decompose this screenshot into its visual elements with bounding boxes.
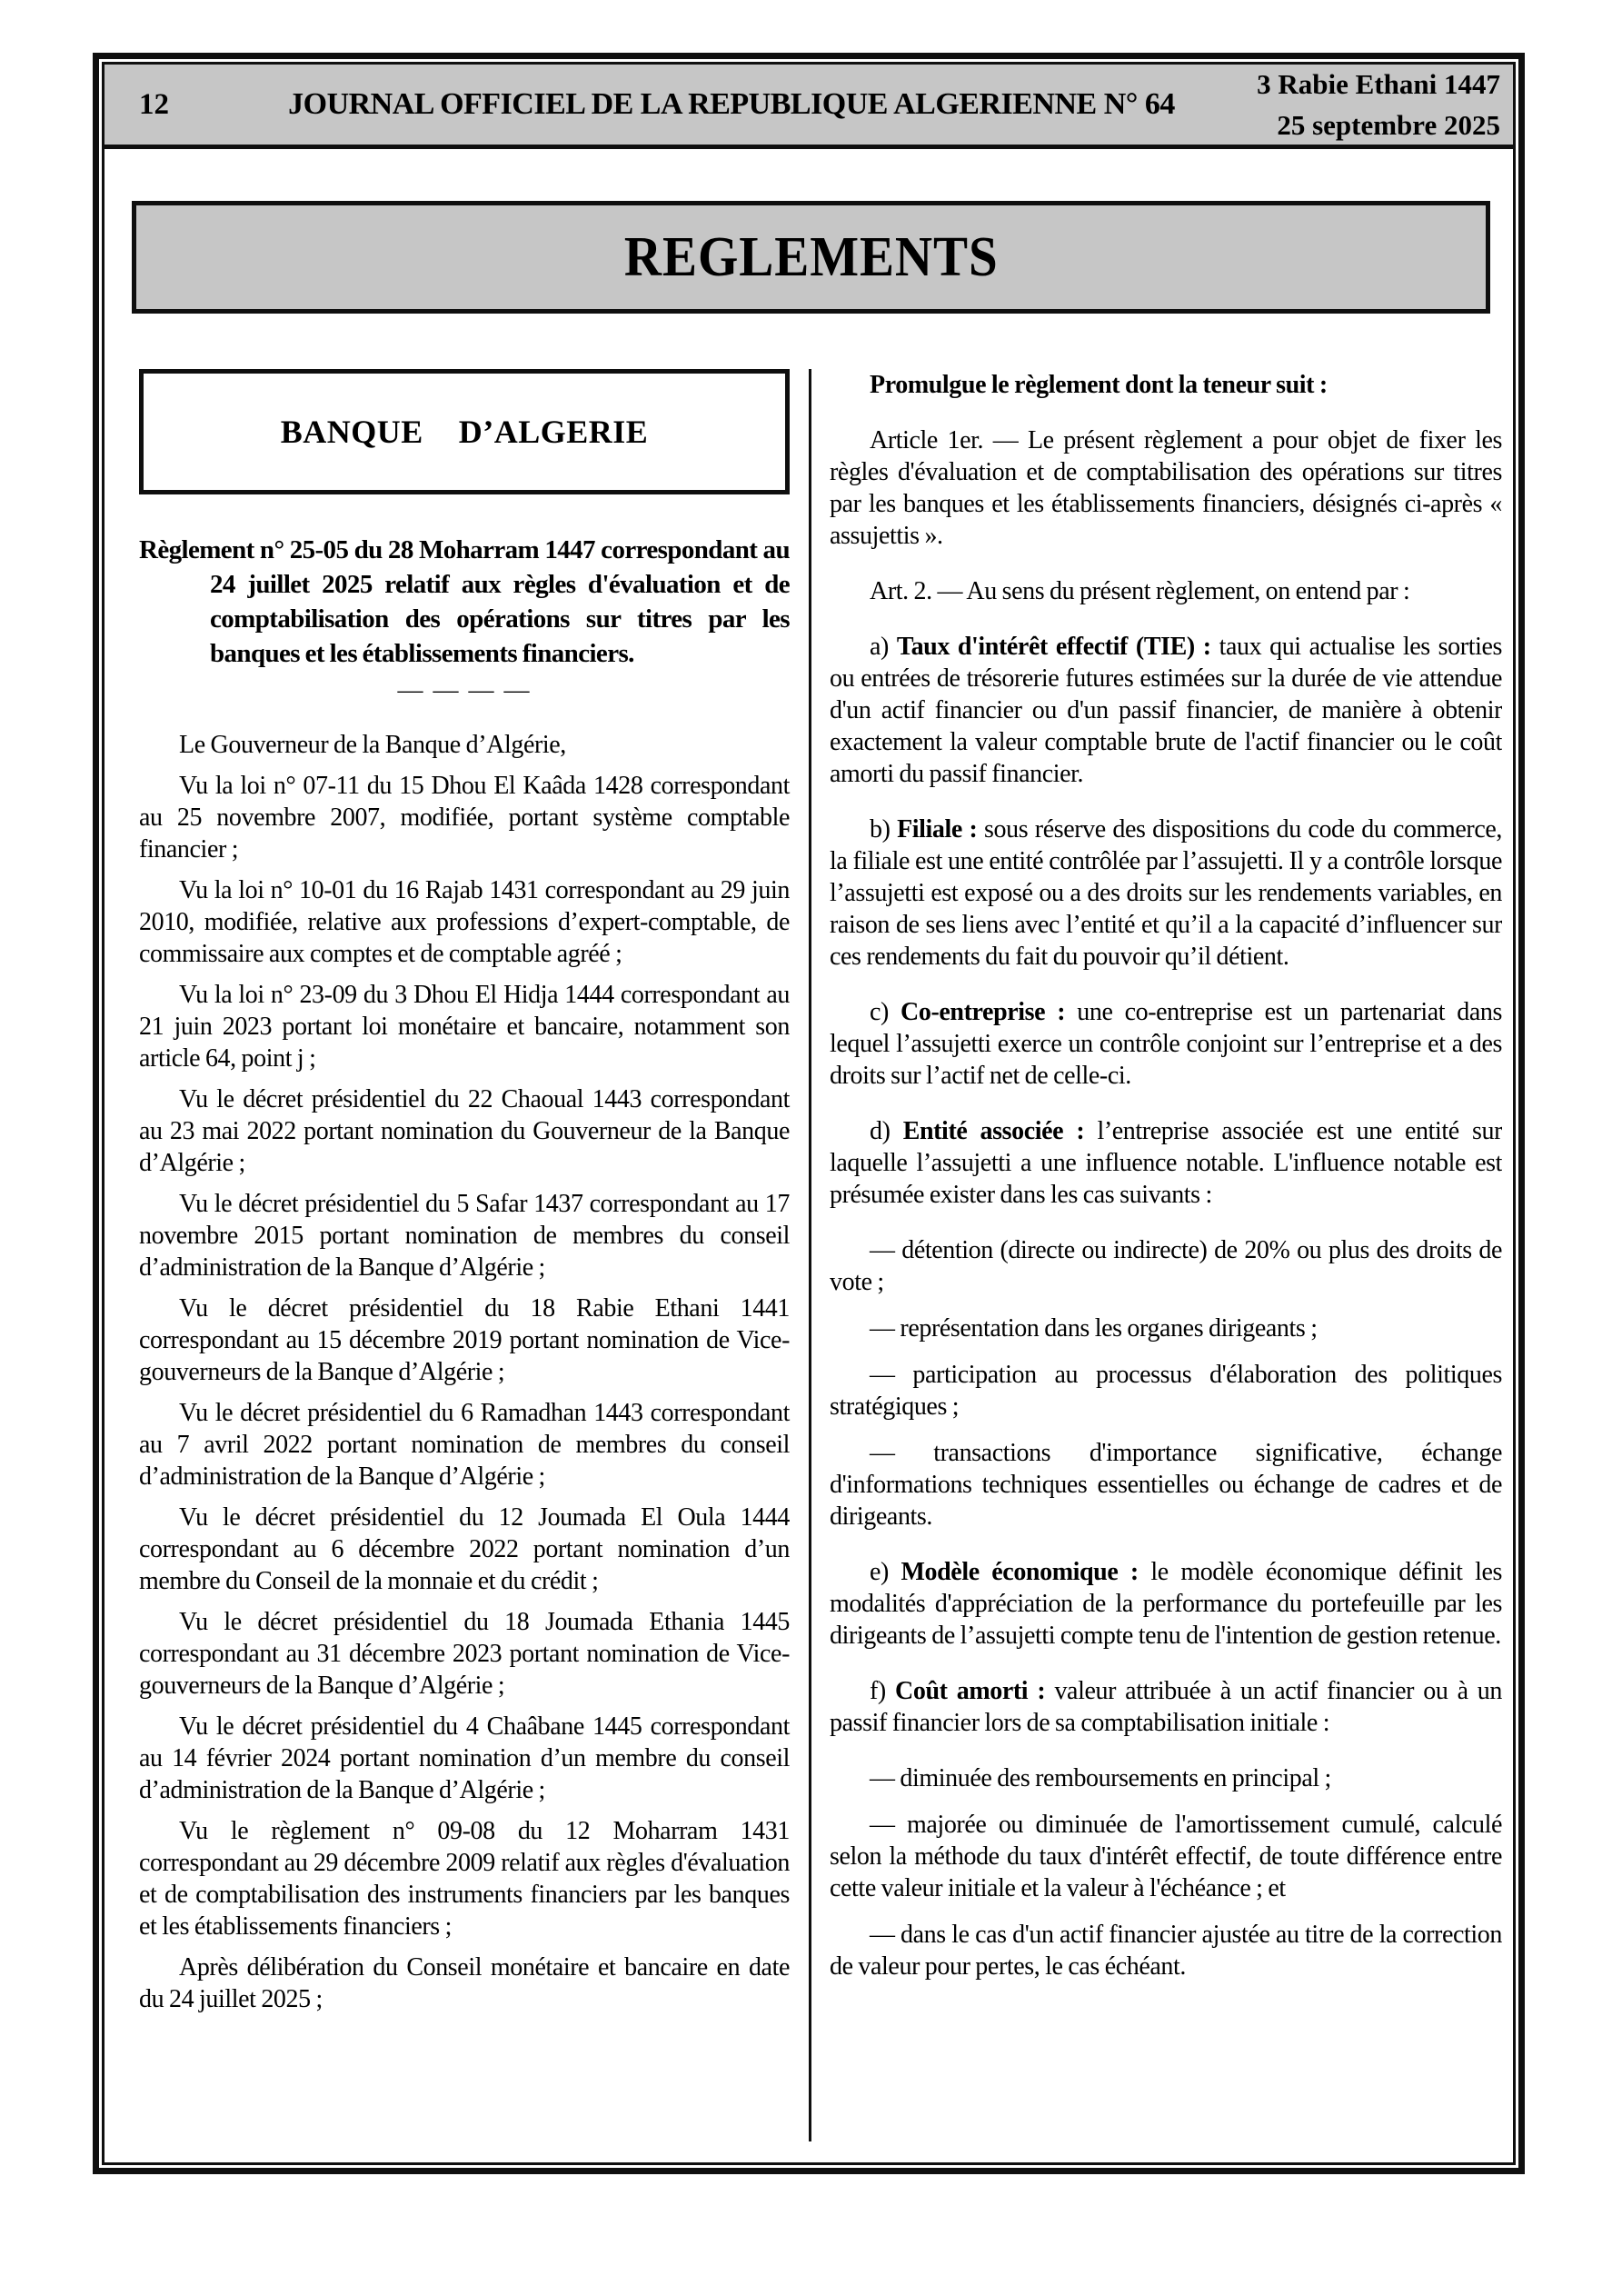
article-2: Art. 2. — Au sens du présent règlement, on entend par : <box>870 577 1410 605</box>
paragraph-vu: Vu la loi n° 10-01 du 16 Rajab 1431 correspondant au 29 juin 2010, modifiée, relative aux professions d’expert-comptable, de commissaire aux comptes et de comptable agréé ; <box>139 876 790 968</box>
paragraph-vu: Vu le décret présidentiel du 5 Safar 1437 correspondant au 17 novembre 2015 portant nomination de membres du conseil d’administration de la Banque d’Algérie ; <box>139 1190 790 1282</box>
page-number: 12 <box>139 87 169 121</box>
definition-term: Co-entreprise : <box>901 998 1078 1026</box>
paragraph-vu: Vu la loi n° 07-11 du 15 Dhou El Kaâda 1428 correspondant au 25 novembre 2007, modifiée, portant système comptable financier ; <box>139 772 790 863</box>
definition-text: sous réserve des dispositions du code du commerce, la filiale est une entité contrôlée par l’assujetti. Il y a contrôle lorsque l’assujetti est exposé ou a des droits sur les rendements variables, en raison de ses liens avec l’entité et qu’il a la capacité d’influencer sur ces rendements du fait du pouvoir qu’il détient. <box>830 815 1502 971</box>
page-frame <box>93 53 1525 2174</box>
definition-prefix: c) <box>870 998 901 1026</box>
paragraph-vu: Vu la loi n° 23-09 du 3 Dhou El Hidja 1444 correspondant au 21 juin 2023 portant loi monétaire et bancaire, notamment son article 64, point j ; <box>139 981 790 1073</box>
definition-term: Filiale : <box>897 815 985 844</box>
page-frame-inner <box>102 62 1516 2165</box>
date-gregorian: 25 septembre 2025 <box>1277 109 1500 141</box>
definition-term: Taux d'intérêt effectif (TIE) : <box>896 633 1219 661</box>
promulgation-line: Promulgue le règlement dont la teneur suit : <box>870 371 1328 399</box>
definition-text: taux qui actualise les sorties ou entrées de trésorerie futures estimées sur la durée de vie attendue d'un actif financier ou d'un passif financier, de manière à obtenir exactement la valeur comptable brute de l'actif financier ou le coût amorti du passif financier. <box>830 633 1502 788</box>
definition-term: Coût amorti : <box>895 1677 1055 1705</box>
definition-prefix: b) <box>870 815 898 844</box>
definition-text: une co-entreprise est un partenariat dans lequel l’assujetti exerce un contrôle conjoint sur l’entreprise et a des droits sur l’actif net de celle-ci. <box>830 998 1502 1090</box>
influence-list-item: — participation au processus d'élaboration des politiques stratégiques ; <box>830 1361 1502 1421</box>
institution-box <box>139 369 790 494</box>
institution-name: BANQUE D’ALGERIE <box>280 414 649 450</box>
issue-date <box>1188 64 1513 145</box>
column-divider <box>809 369 811 2141</box>
definition-e <box>830 1556 1502 1652</box>
paragraph-vu: Vu le décret présidentiel du 6 Ramadhan 1443 correspondant au 7 avril 2022 portant nomination de membres du conseil d’administration de la Banque d’Algérie ; <box>139 1399 790 1491</box>
influence-list-item: — détention (directe ou indirecte) de 20% ou plus des droits de vote ; <box>830 1236 1502 1296</box>
paragraph-vu: Vu le décret présidentiel du 22 Chaoual 1443 correspondant au 23 mai 2022 portant nomination du Gouverneur de la Banque d’Algérie ; <box>139 1085 790 1177</box>
paragraph-vu: Vu le décret présidentiel du 18 Joumada Ethania 1445 correspondant au 31 décembre 2023 portant nomination de Vice-gouverneurs de la Banque d’Algérie ; <box>139 1608 790 1700</box>
definition-text: valeur attribuée à un actif financier ou à un passif financier lors de sa comptabilisation initiale : <box>830 1677 1502 1737</box>
definition-prefix: f) <box>870 1677 896 1705</box>
definition-prefix: a) <box>870 633 897 661</box>
date-hijri: 3 Rabie Ethani 1447 <box>1257 68 1500 100</box>
left-column <box>139 369 790 2141</box>
section-banner-title: REGLEMENTS <box>623 225 999 288</box>
dash-separator: — — — — <box>397 676 532 704</box>
definition-f <box>830 1675 1502 1739</box>
paragraph-vu: Vu le décret présidentiel du 12 Joumada El Oula 1444 correspondant au 6 décembre 2022 portant nomination d’un membre du Conseil de la monnaie et du crédit ; <box>139 1503 790 1595</box>
amortized-cost-list-item: — dans le cas d'un actif financier ajustée au titre de la correction de valeur pour pertes, le cas échéant. <box>830 1921 1502 1981</box>
paragraph-governor: Le Gouverneur de la Banque d’Algérie, <box>179 731 566 759</box>
definition-a <box>830 631 1502 790</box>
journal-title: JOURNAL OFFICIEL DE LA REPUBLIQUE ALGERIENNE N° 64 <box>288 87 1175 121</box>
paragraph-vu: Vu le décret présidentiel du 4 Chaâbane 1445 correspondant au 14 février 2024 portant nomination d’un membre du conseil d’administration de la Banque d’Algérie ; <box>139 1712 790 1804</box>
amortized-cost-list-item: — majorée ou diminuée de l'amortissement cumulé, calculé selon la méthode du taux d'intérêt effectif, de toute différence entre cette valeur initiale et la valeur à l'échéance ; et <box>830 1811 1502 1902</box>
paragraph-deliberation: Après délibération du Conseil monétaire et bancaire en date du 24 juillet 2025 ; <box>139 1953 790 2013</box>
definition-term: Entité associée : <box>902 1117 1098 1145</box>
paragraph-vu: Vu le règlement n° 09-08 du 12 Moharram 1431 correspondant au 29 décembre 2009 relatif aux règles d'évaluation et de comptabilisation des instruments financiers par les banques et les établissements financiers ; <box>139 1817 790 1941</box>
article-1: Article 1er. — Le présent règlement a pour objet de fixer les règles d'évaluation et de comptabilisation des opérations sur titres par les banques et les établissements financiers, désignés ci-après « assujettis ». <box>830 426 1502 550</box>
definition-term: Modèle économique : <box>901 1558 1151 1586</box>
header-band <box>104 65 1513 149</box>
influence-list-item: — transactions d'importance significative, échange d'informations techniques essentielles ou échange de cadres et de dirigeants. <box>830 1439 1502 1531</box>
influence-list-item: — représentation dans les organes dirigeants ; <box>870 1314 1318 1343</box>
amortized-cost-list-item: — diminuée des remboursements en principal ; <box>870 1764 1331 1792</box>
definition-b <box>830 814 1502 973</box>
regulation-title: Règlement n° 25-05 du 28 Moharram 1447 correspondant au 24 juillet 2025 relatif aux règles d'évaluation et de comptabilisation des opérations sur titres par les banques et les établissements financiers. <box>139 535 790 668</box>
text-columns <box>139 369 1502 2141</box>
definition-c <box>830 996 1502 1092</box>
section-banner <box>132 201 1490 314</box>
definition-d <box>830 1115 1502 1211</box>
right-column <box>830 369 1502 2141</box>
paragraph-vu: Vu le décret présidentiel du 18 Rabie Ethani 1441 correspondant au 15 décembre 2019 portant nomination de Vice-gouverneurs de la Banque d’Algérie ; <box>139 1294 790 1386</box>
definition-prefix: d) <box>870 1117 903 1145</box>
definition-text: le modèle économique définit les modalités d'appréciation de la performance du portefeuille par les dirigeants de l’assujetti compte tenu de l'intention de gestion retenue. <box>830 1558 1502 1650</box>
definition-text: l’entreprise associée est une entité sur laquelle l’assujetti a une influence notable. L'influence notable est présumée exister dans les cas suivants : <box>830 1117 1502 1209</box>
definition-prefix: e) <box>870 1558 901 1586</box>
